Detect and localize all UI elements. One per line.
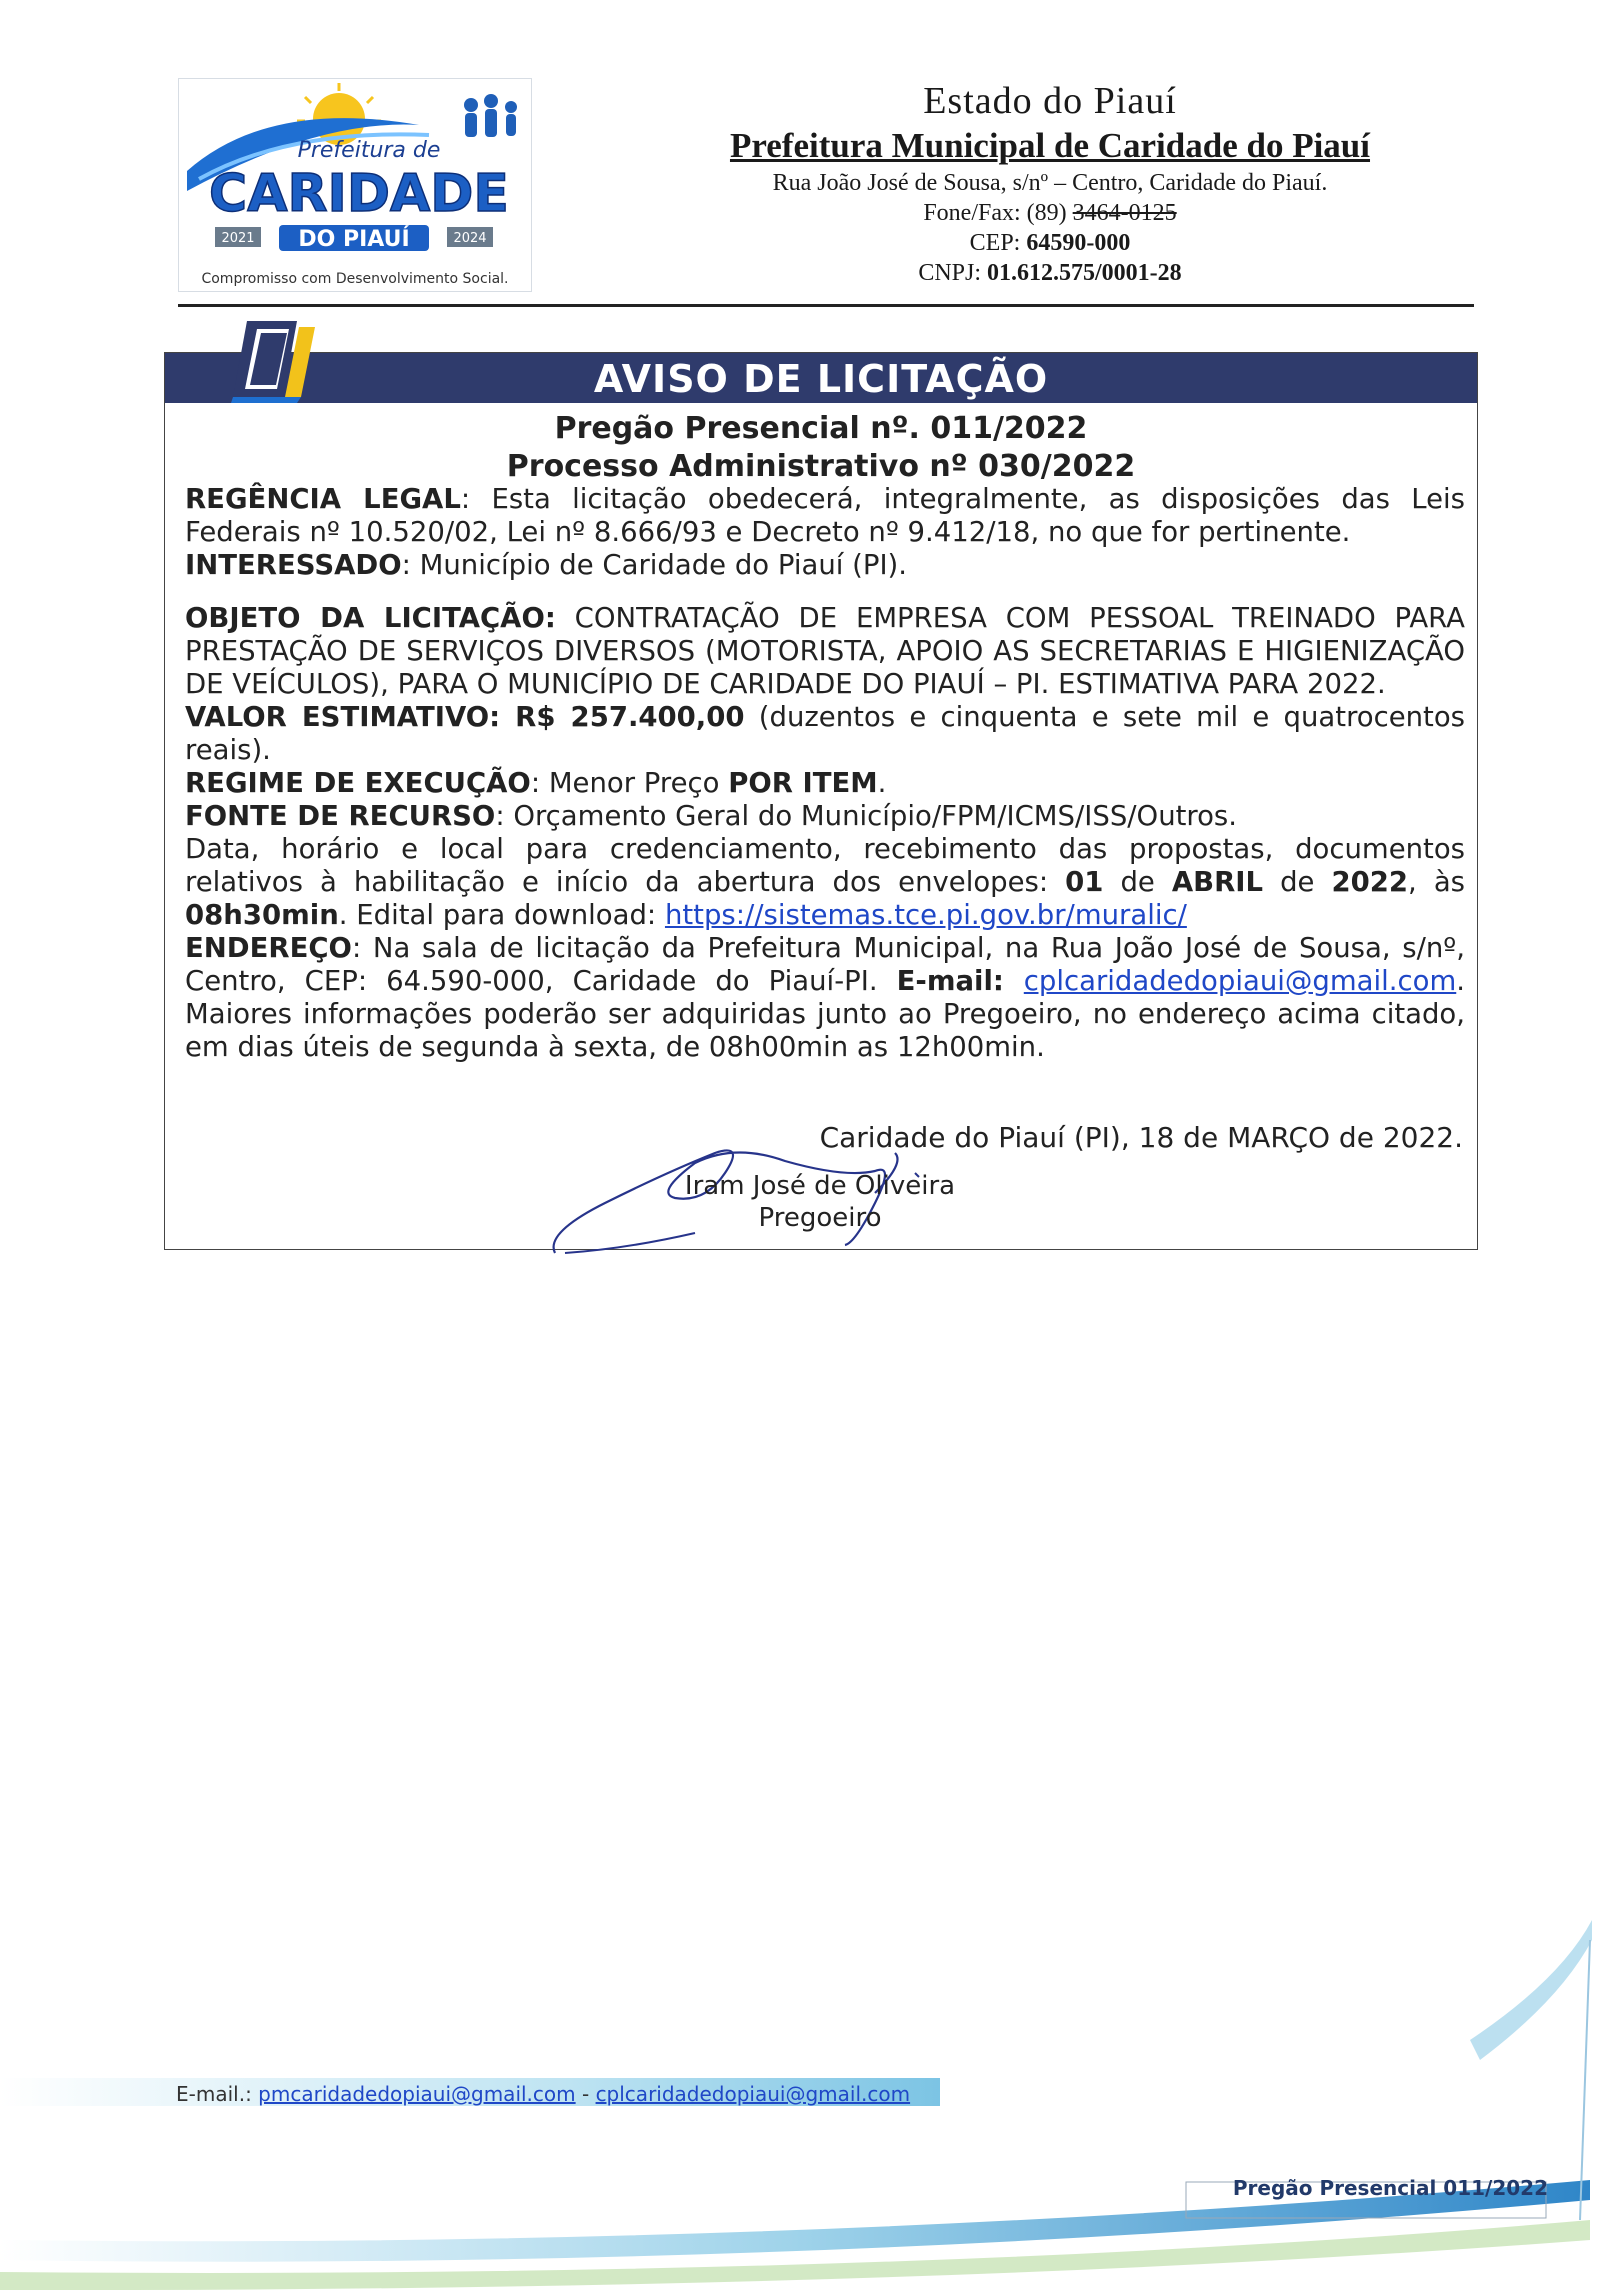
objeto-paragraph: [185, 602, 1465, 701]
cnpj-label: CNPJ:: [918, 260, 988, 286]
footer-email2[interactable]: cplcaridadedopiaui@gmail.com: [595, 2082, 911, 2106]
header-divider: [178, 304, 1474, 307]
notice-title: AVISO DE LICITAÇÃO: [593, 357, 1049, 401]
data-sep1: de: [1103, 866, 1172, 898]
interessado-paragraph: [185, 549, 1465, 582]
footer-email1[interactable]: pmcaridadedopiaui@gmail.com: [258, 2082, 576, 2106]
data-month: ABRIL: [1171, 866, 1264, 898]
cep-value: 64590-000: [1026, 230, 1131, 256]
data-day: 01: [1065, 866, 1104, 898]
data-sep2: de: [1263, 866, 1332, 898]
footer-pregao-ref: Pregão Presencial 011/2022: [1232, 2176, 1548, 2200]
data-year: 2022: [1331, 866, 1409, 898]
objeto-label: OBJETO DA LICITAÇÃO:: [185, 602, 556, 634]
cnpj-value: 01.612.575/0001-28: [987, 260, 1182, 286]
regencia-label: REGÊNCIA LEGAL: [185, 483, 461, 515]
regencia-text: : Esta licitação obedecerá, integralmente, as disposições das Leis Federais nº 10.520/02, Lei nº 8.666/93 e Decreto nº 9.412/18, no que for pertinente.: [185, 483, 1465, 548]
footer-emails: [176, 2082, 910, 2106]
regime-end: .: [877, 767, 887, 799]
phone-number: 3464-0125: [1072, 200, 1177, 226]
email-end: .: [1456, 965, 1465, 997]
valor-label: VALOR ESTIMATIVO: R$ 257.400,00: [185, 701, 745, 733]
fonte-text: : Orçamento Geral do Município/FPM/ICMS/ISS/Outros.: [495, 800, 1237, 832]
regime-bold: POR ITEM: [728, 767, 878, 799]
signer-name: Iram José de Oliveira: [684, 1171, 956, 1201]
address: Rua João José de Sousa, s/nº – Centro, Caridade do Piauí.: [772, 170, 1328, 196]
notice-body: [185, 483, 1465, 1064]
fonte-paragraph: [185, 800, 1465, 833]
dateline: Caridade do Piauí (PI), 18 de MARÇO de 2022.: [819, 1121, 1463, 1154]
data-text: Data, horário e local para credenciamento, recebimento das propostas, documentos relativos à habilitação e início da abertura dos envelopes:: [185, 833, 1465, 898]
signer-role: Pregoeiro: [758, 1203, 882, 1233]
download-link[interactable]: https://sistemas.tce.pi.gov.br/muralic/: [664, 899, 1187, 931]
regime-label: REGIME DE EXECUÇÃO: [185, 767, 531, 799]
email-link[interactable]: cplcaridadedopiaui@gmail.com: [1023, 965, 1457, 997]
regencia-paragraph: [185, 483, 1465, 549]
process-number: Processo Administrativo nº 030/2022: [506, 449, 1136, 484]
prefecture-logo: [178, 78, 532, 292]
objeto-text: CONTRATAÇÃO DE EMPRESA COM PESSOAL TREINADO PARA PRESTAÇÃO DE SERVIÇOS DIVERSOS (MOTORISTA, APOIO AS SECRETARIAS E HIGIENIZAÇÃO DE VEÍCULOS), PARA O MUNICÍPIO DE CARIDADE DO PIAUÍ – PI. ESTIMATIVA PARA 2022.: [185, 602, 1465, 700]
logo-year-left: 2021: [221, 231, 255, 246]
regime-text: : Menor Preço: [530, 767, 729, 799]
phone-line: [600, 198, 1500, 228]
logo-sub-text: DO PIAUÍ: [298, 227, 410, 252]
endereco-paragraph: [185, 932, 1465, 1064]
data-sep3: , às: [1408, 866, 1465, 898]
valor-text: (duzentos e cinquenta e sete mil e quatrocentos reais).: [185, 701, 1465, 766]
endereco-label: ENDEREÇO: [185, 932, 352, 964]
cep-line: [600, 228, 1500, 258]
logo-slogan: Compromisso com Desenvolvimento Social.: [201, 271, 509, 287]
notice-box: [164, 352, 1478, 1250]
data-time: 08h30min: [185, 899, 339, 931]
data-paragraph: [185, 833, 1465, 932]
footer-email-label: E-mail.:: [176, 2082, 259, 2106]
cep-label: CEP:: [969, 230, 1027, 256]
email-label: E-mail: [896, 965, 993, 997]
title-band: [165, 353, 1477, 403]
logo-top-text: Prefeitura de: [297, 138, 441, 163]
footer-sep: -: [575, 2082, 596, 2106]
title-badge-icon: [227, 313, 337, 403]
fonte-label: FONTE DE RECURSO: [185, 800, 496, 832]
state-name: Estado do Piauí: [923, 80, 1177, 122]
logo-year-right: 2024: [453, 231, 487, 246]
prefecture-name: Prefeitura Municipal de Caridade do Piauí: [729, 126, 1371, 165]
phone-label: Fone/Fax: (89): [923, 200, 1073, 226]
valor-paragraph: [185, 701, 1465, 767]
interessado-text: : Município de Caridade do Piauí (PI).: [401, 549, 908, 581]
letterhead: [600, 78, 1500, 288]
logo-emblem-icon: [179, 79, 531, 291]
regime-paragraph: [185, 767, 1465, 800]
logo-main-text: CARIDADE: [209, 164, 509, 224]
pregao-number: Pregão Presencial nº. 011/2022: [554, 411, 1088, 446]
cnpj-line: [600, 258, 1500, 288]
info-text: Maiores informações poderão ser adquiridas junto ao Pregoeiro, no endereço acima citado, em dias úteis de segunda à sexta, de 08h00min as 12h00min.: [185, 998, 1465, 1063]
email-sep: :: [992, 965, 1024, 997]
interessado-label: INTERESSADO: [185, 549, 402, 581]
download-label: . Edital para download:: [338, 899, 665, 931]
endereco-text: : Na sala de licitação da Prefeitura Municipal, na Rua João José de Sousa, s/nº, Centro, CEP: 64.590-000, Caridade do Piauí-PI.: [185, 932, 1465, 997]
